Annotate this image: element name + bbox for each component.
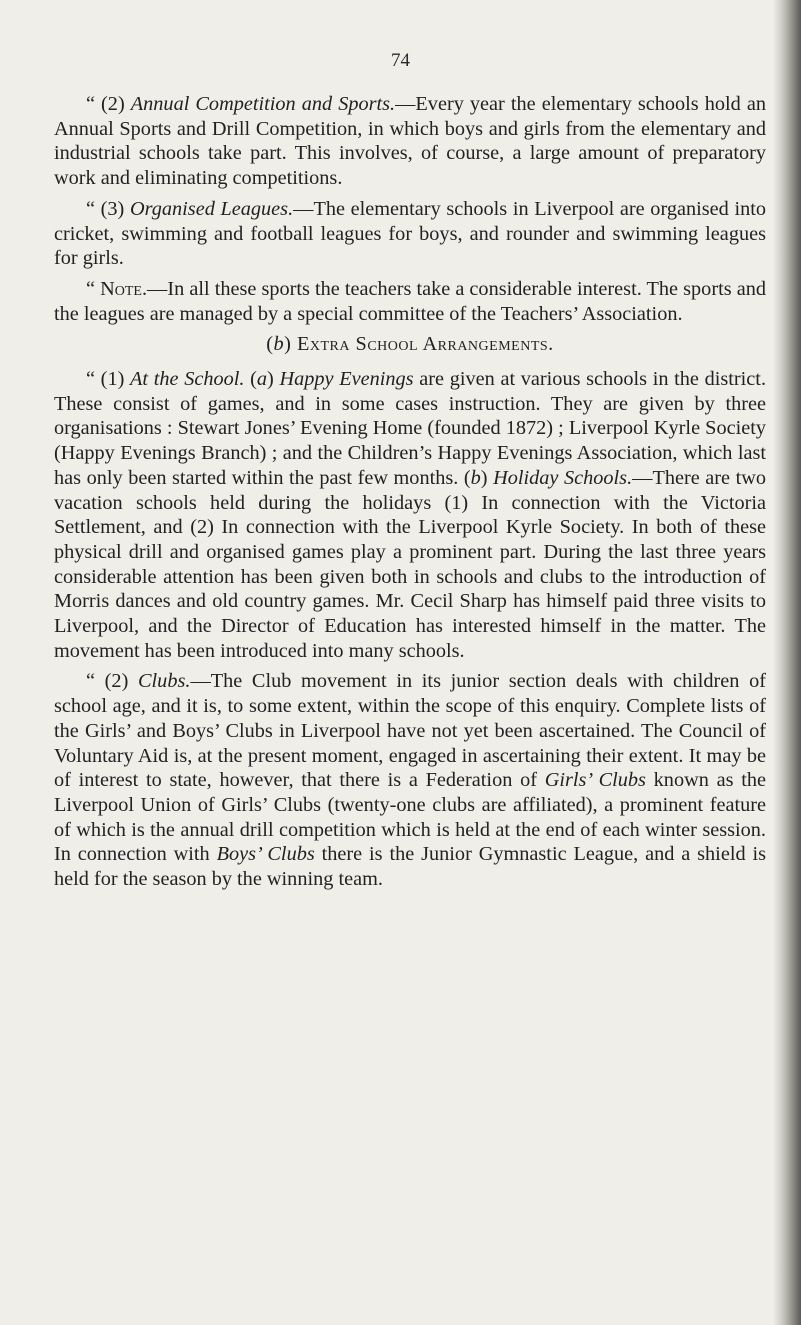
- para-lead: “: [86, 277, 101, 300]
- note-label: Note: [100, 277, 142, 300]
- para-body: —Every year the elementary schools hold an Annual Sports and Drill Competition, in which boys and girls from the elementary and industrial schools take part. This involves, of course, a large amount of preparatory work and eliminating competitions.: [54, 93, 766, 190]
- para-emphasis: Girls’ Clubs: [544, 769, 646, 792]
- para-title: At the School.: [130, 368, 245, 391]
- para-body: —The elementary schools in Liverpool are organised into cricket, swimming and football leagues for boys, and rounder and swimming leagues for girls.: [54, 197, 766, 270]
- paragraph-at-the-school: [54, 367, 766, 663]
- paragraph-annual-competition: [54, 92, 766, 191]
- para-emphasis: Boys’ Clubs: [216, 843, 315, 866]
- para-text: (: [244, 368, 257, 391]
- body-text: [54, 92, 766, 898]
- para-body: known as the Liverpool Union of Girls’ Clubs (twenty-one clubs are affiliated), a prominent feature of which is the annual drill competition which is held at the end of each winter session. In connection with: [54, 769, 766, 866]
- para-letter: a: [256, 368, 268, 391]
- heading-open: (: [266, 333, 274, 356]
- para-body: are given at various schools in the district. These consist of games, and in some cases instruction. They are given by three organisations : Stewart Jones’ Evening Home (founded 1872) ; Liverpool Kyrle Society (Happy Evenings Branch) ; and the Children’s Happy Evenings Association, which last has only been started within the past few months. (: [54, 368, 767, 489]
- paragraph-clubs: [54, 669, 766, 891]
- section-heading: [54, 332, 766, 357]
- para-text: ): [480, 466, 494, 489]
- page-number: 74: [391, 50, 410, 71]
- heading-text: Extra School Arrangements.: [296, 333, 554, 356]
- paragraph-note: [54, 277, 766, 326]
- paragraph-organised-leagues: [54, 197, 766, 271]
- page-edge-shadow: [773, 0, 801, 1325]
- para-title: Organised Leagues.: [129, 197, 294, 220]
- para-text: ): [267, 368, 280, 391]
- para-body: —The Club movement in its junior section deals with children of school age, and it is, to some extent, within the scope of this enquiry. Complete lists of the Girls’ and Boys’ Clubs in Liverpool have not yet been ascertained. The Council of Voluntary Aid is, at the present moment, engaged in ascertaining their extent. It may be of interest to state, however, that there is a Federation of: [54, 670, 766, 792]
- para-title: Annual Competition and Sports.: [130, 93, 396, 115]
- para-title: Clubs.: [138, 670, 191, 693]
- para-lead: “ (3): [86, 197, 130, 220]
- para-letter: b: [470, 466, 481, 489]
- para-lead: “ (2): [86, 93, 131, 115]
- para-lead: “ (2): [86, 670, 139, 693]
- heading-letter: b: [273, 333, 285, 356]
- para-body: —There are two vacation schools held during the holidays (1) In connection with the Victoria Settlement, and (2) In connection with the Liverpool Kyrle Society. In both of these physical drill and organised games play a prominent part. During the last three years considerable attention has been given both in schools and clubs to the introduction of Morris dances and old country games. Mr. Cecil Sharp has himself paid three visits to Liverpool, and the Director of Education has interested himself in the matter. The movement has been introduced into many schools.: [54, 466, 767, 662]
- para-lead: “ (1): [86, 368, 131, 391]
- heading-close: ): [284, 333, 297, 356]
- para-body: .—In all these sports the teachers take a considerable interest. The sports and the leagues are managed by a special committee of the Teachers’ Association.: [54, 277, 766, 325]
- para-subtitle: Happy Evenings: [279, 368, 414, 391]
- para-body: there is the Junior Gymnastic League, and a shield is held for the season by the winning team.: [54, 843, 767, 891]
- para-subtitle: Holiday Schools.: [493, 466, 633, 489]
